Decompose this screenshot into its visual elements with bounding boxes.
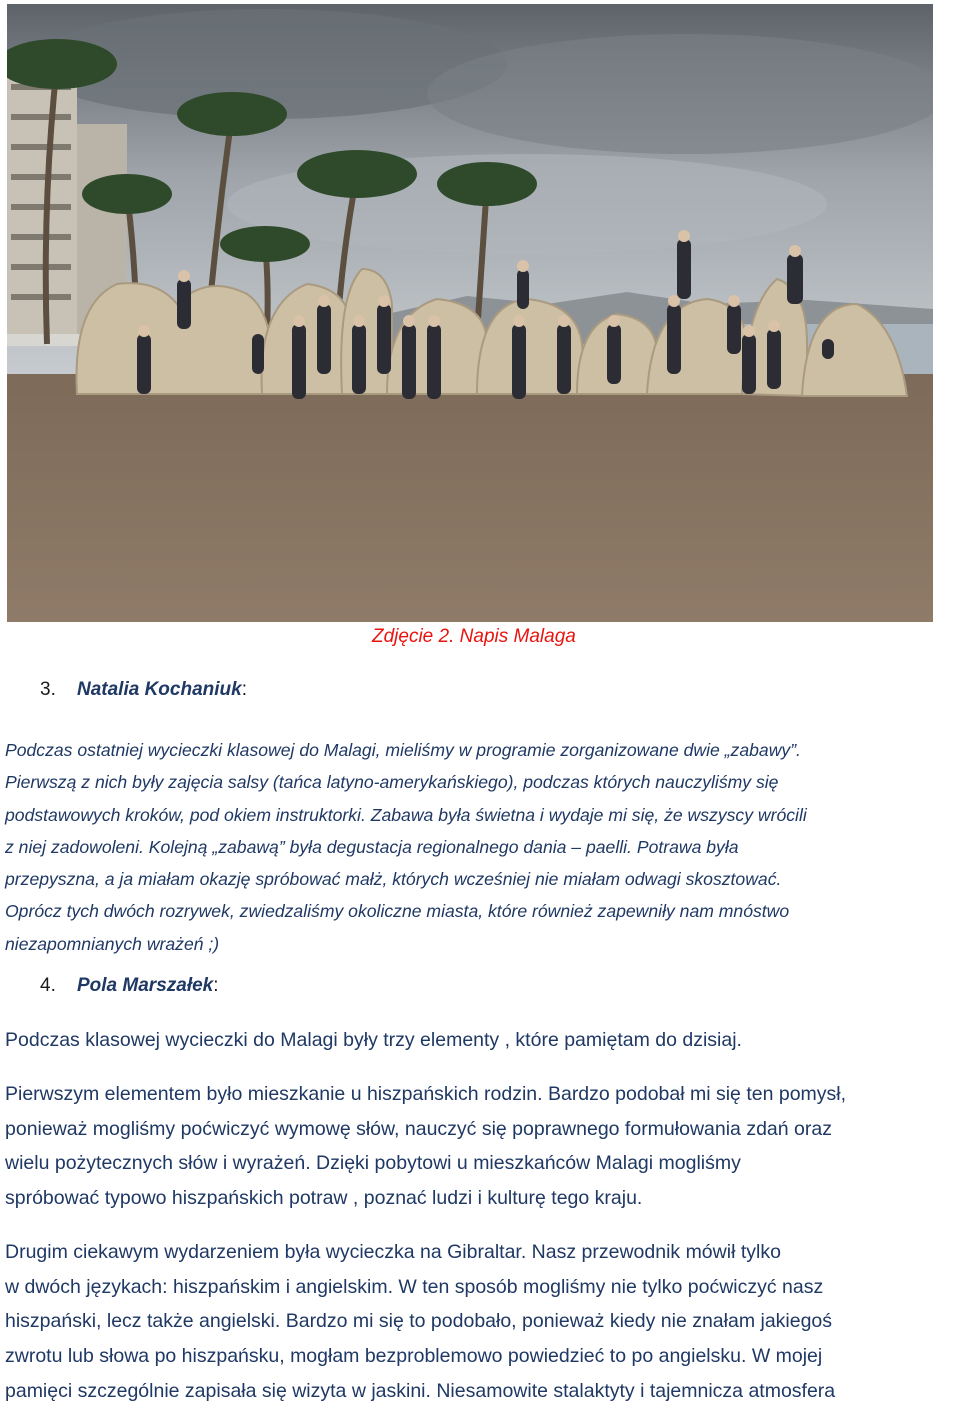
section-4-paragraph-2 (5, 1235, 957, 1406)
paragraph-line: Drugim ciekawym wydarzeniem była wycieczka na Gibraltar. Nasz przewodnik mówił tylko (5, 1241, 781, 1263)
malaga-sign-photo (7, 4, 933, 622)
paragraph-line: pamięci szczególnie zapisała się wizyta w jaskini. Niesamowite stalaktyty i tajemnicza atmosfera (5, 1379, 836, 1402)
paragraph-line: Oprócz tych dwóch rozrywek, zwiedzaliśmy okoliczne miasta, które również zapewniły nam mnóstwo (5, 901, 790, 922)
paragraph-line: Pierwszą z nich były zajęcia salsy (tańca latyno-amerykańskiego), podczas których nauczyliśmy się (5, 772, 779, 793)
paragraph-line: przepyszna, a ja miałam okazję spróbować małż, których wcześniej nie miałam odwagi skosztować. (5, 869, 782, 890)
paragraph-line: zwrotu lub słowa po hiszpańsku, mogłam bezproblemowo powiedzieć to po angielsku. W mojej (5, 1345, 823, 1368)
paragraph-line: podstawowych kroków, pod okiem instruktorki. Zabawa była świetna i wydaje mi się, że wszyscy wrócili (5, 804, 807, 825)
paragraph-line: Podczas ostatniej wycieczki klasowej do Malagi, mieliśmy w programie zorganizowane dwie „zabawy”. (5, 740, 801, 760)
section-3-paragraph (5, 734, 953, 960)
beach-photo-illustration (7, 4, 933, 622)
section-author: Natalia Kochaniuk (77, 679, 242, 700)
paragraph-line: spróbować typowo hiszpańskich potraw , poznać ludzi i kulturę tego kraju. (5, 1187, 643, 1210)
paragraph-line: niezapomnianych wrażeń ;) (5, 933, 220, 954)
section-suffix: : (241, 679, 247, 700)
paragraph-line: hiszpański, lecz także angielski. Bardzo mi się to podobało, ponieważ kiedy nie znałam jakiegoś (5, 1310, 833, 1333)
section-heading-3 (40, 679, 247, 701)
paragraph-line: wielu pożytecznych słów i wyrażeń. Dzięki pobytowi u mieszkańców Malagi mogliśmy (5, 1152, 741, 1175)
section-heading-4 (40, 975, 219, 997)
section-4-intro (5, 1023, 957, 1058)
paragraph-line: z niej zadowoleni. Kolejną „zabawą” była degustacja regionalnego dania – paelli. Potrawa była (5, 836, 739, 857)
section-suffix: : (213, 975, 219, 996)
section-number: 4. (40, 975, 56, 996)
paragraph-line: Podczas klasowej wycieczki do Malagi były trzy elementy , które pamiętam do dzisiaj. (5, 1029, 742, 1051)
paragraph-line: ponieważ mogliśmy poćwiczyć wymowę słów, nauczyć się poprawnego formułowania zdań oraz (5, 1117, 832, 1140)
paragraph-line: w dwóch językach: hiszpańskim i angielskim. W ten sposób mogliśmy nie tylko poćwiczyć nasz (5, 1275, 824, 1298)
section-4-paragraph-1 (5, 1077, 957, 1216)
section-author: Pola Marszałek (77, 975, 214, 996)
paragraph-line: Pierwszym elementem było mieszkanie u hiszpańskich rodzin. Bardzo podobał mi się ten pomysł, (5, 1083, 847, 1105)
section-number: 3. (40, 679, 56, 700)
photo-caption: Zdjęcie 2. Napis Malaga (372, 626, 576, 647)
